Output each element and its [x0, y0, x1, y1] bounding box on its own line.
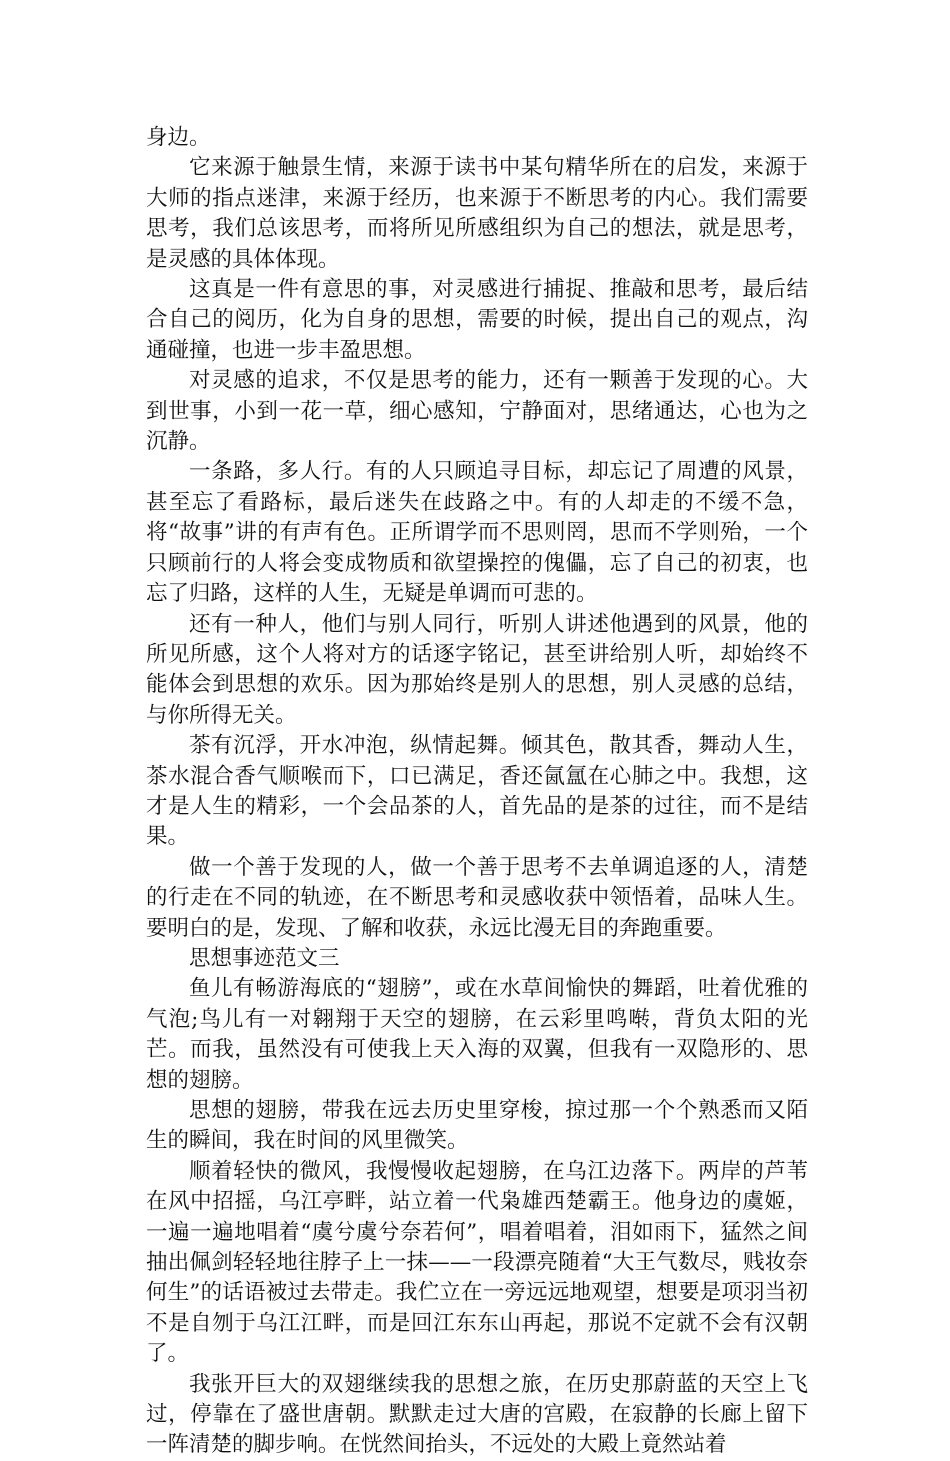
paragraph: 鱼儿有畅游海底的“翅膀”，或在水草间愉快的舞蹈，吐着优雅的气泡;鸟儿有一对翱翔于天空的翅膀，在云彩里鸣啭，背负太阳的光芒。而我，虽然没有可使我上天入海的双翼，但我有一双隐形的、思想的翅膀。: [146, 976, 808, 1093]
document-body: [146, 123, 808, 1461]
paragraph: 这真是一件有意思的事，对灵感进行捕捉、推敲和思考，最后结合自己的阅历，化为自身的思想，需要的时候，提出自己的观点，沟通碰撞，也进一步丰盈思想。: [146, 277, 808, 363]
paragraph: 还有一种人，他们与别人同行，听别人讲述他遇到的风景，他的所见所感，这个人将对方的话逐字铭记，甚至讲给别人听，却始终不能体会到思想的欢乐。因为那始终是别人的思想，别人灵感的总结，与你所得无关。: [146, 611, 808, 728]
paragraph: 顺着轻快的微风，我慢慢收起翅膀，在乌江边落下。两岸的芦苇在风中招摇，乌江亭畔，站立着一代枭雄西楚霸王。他身边的虞姬，一遍一遍地唱着“虞兮虞兮奈若何”，唱着唱着，泪如雨下，猛然之间抽出佩剑轻轻地往脖子上一抹——一段漂亮随着“大王气数尽，贱妆奈何生”的话语被过去带走。我伫立在一旁远远地观望，想要是项羽当初不是自刎于乌江江畔，而是回江东东山再起，那说不定就不会有汉朝了。: [146, 1158, 808, 1367]
paragraph: 它来源于触景生情，来源于读书中某句精华所在的启发，来源于大师的指点迷津，来源于经历，也来源于不断思考的内心。我们需要思考，我们总该思考，而将所见所感组织为自己的想法，就是思考，是灵感的具体体现。: [146, 155, 808, 272]
paragraph: 思想的翅膀，带我在远去历史里穿梭，掠过那一个个熟悉而又陌生的瞬间，我在时间的风里微笑。: [146, 1098, 808, 1154]
paragraph-continuation: 身边。: [146, 125, 211, 150]
section-heading: 思想事迹范文三: [189, 945, 340, 971]
paragraph: 我张开巨大的双翅继续我的思想之旅，在历史那蔚蓝的天空上飞过，停靠在了盛世唐朝。默默走过大唐的宫殿，在寂静的长廊上留下一阵清楚的脚步响。在恍然间抬头，不远处的大殿上竟然站着: [146, 1371, 808, 1458]
paragraph: 做一个善于发现的人，做一个善于思考不去单调追逐的人，清楚的行走在不同的轨迹，在不断思考和灵感收获中领悟着，品味人生。要明白的是，发现、了解和收获，永远比漫无目的奔跑重要。: [146, 854, 808, 941]
paragraph: 一条路，多人行。有的人只顾追寻目标，却忘记了周遭的风景，甚至忘了看路标，最后迷失在歧路之中。有的人却走的不缓不急，将“故事”讲的有声有色。正所谓学而不思则罔，思而不学则殆，一个只顾前行的人将会变成物质和欲望操控的傀儡，忘了自己的初衷，也忘了归路，这样的人生，无疑是单调而可悲的。: [146, 459, 808, 607]
paragraph: 对灵感的追求，不仅是思考的能力，还有一颗善于发现的心。大到世事，小到一花一草，细心感知，宁静面对，思绪通达，心也为之沉静。: [146, 368, 808, 455]
paragraph: 茶有沉浮，开水冲泡，纵情起舞。倾其色，散其香，舞动人生，茶水混合香气顺喉而下，口已满足，香还氤氲在心肺之中。我想，这才是人生的精彩，一个会品茶的人，首先品的是茶的过往，而不是结果。: [146, 733, 808, 850]
